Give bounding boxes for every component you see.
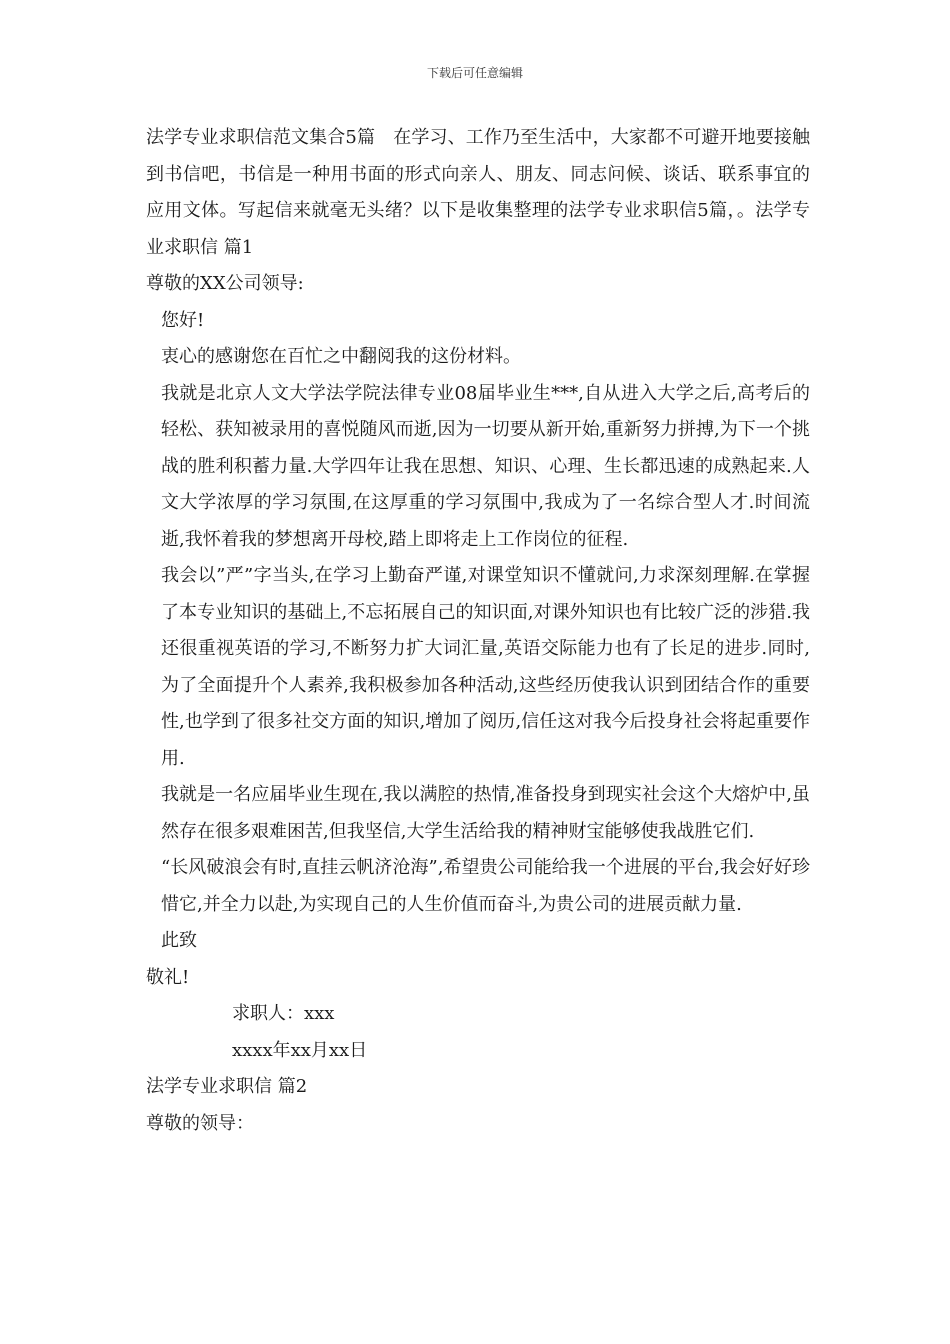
intro-title: 法学专业求职信范文集合5篇: [146, 127, 376, 148]
letter1-salutation: 尊敬的XX公司领导:: [146, 273, 304, 294]
letter1-signer: 求职人：xxx: [232, 1003, 335, 1024]
letter1-date: xxxx年xx月xx日: [232, 1039, 368, 1061]
letter2-salutation: 尊敬的领导：: [146, 1112, 254, 1134]
letter1-paragraph-4: 我就是一名应届毕业生现在,我以满腔的热情,准备投身到现实社会这个大熔炉中,虽然存在很多艰难困苦,但我坚信,大学生活给我的精神财宝能够使我战胜它们.: [161, 784, 810, 842]
letter1-paragraph-2: 我就是北京人文大学法学院法律专业08届毕业生***,自从进入大学之后,高考后的轻松、获知被录用的喜悦随风而逝,因为一切要从新开始,重新努力拼搏,为下一个挑战的胜利积蓄力量.大学四年让我在思想、知识、心理、生长都迅速的成熟起来.人文大学浓厚的学习氛围,在这厚重的学习氛围中,我成为了一名综合型人才.时间流逝,我怀着我的梦想离开母校,踏上即将走上工作岗位的征程.: [161, 382, 810, 550]
letter1-greeting: 您好!: [161, 309, 205, 331]
letter2-heading: 法学专业求职信 篇2: [146, 1076, 308, 1097]
letter1-closing-2: 敬礼!: [146, 966, 190, 988]
letter1-paragraph-5: “长风破浪会有时,直挂云帆济沧海”,希望贵公司能给我一个进展的平台,我会好好珍惜它,并全力以赴,为实现自己的人生价值而奋斗,为贵公司的进展贡献力量.: [161, 857, 810, 915]
document-body: [146, 120, 810, 1142]
letter1-paragraph-3: 我会以”严”字当头,在学习上勤奋严谨,对课堂知识不懂就问,力求深刻理解.在掌握了本专业知识的基础上,不忘拓展自己的知识面,对课外知识也有比较广泛的涉猎.我还很重视英语的学习,不断努力扩大词汇量,英语交际能力也有了长足的进步.同时,为了全面提升个人素养,我积极参加各种活动,这些经历使我认识到团结合作的重要性,也学到了很多社交方面的知识,增加了阅历,信任这对我今后投身社会将起重要作用.: [161, 565, 810, 769]
letter1-paragraph-1: 衷心的感谢您在百忙之中翻阅我的这份材料。: [161, 346, 521, 367]
header-note: 下载后可任意编辑: [426, 66, 523, 80]
intro-text: 在学习、工作乃至生活中，大家都不可避开地要接触到书信吧，书信是一种用书面的形式向亲人、朋友、同志问候、谈话、联系事宜的应用文体。写起信来就毫无头绪？以下是收集整理的法学专业求职信5篇，。法学专业求职信 篇1: [146, 127, 810, 258]
letter1-closing-1: 此致: [161, 930, 197, 951]
intro-paragraph: [146, 120, 810, 266]
